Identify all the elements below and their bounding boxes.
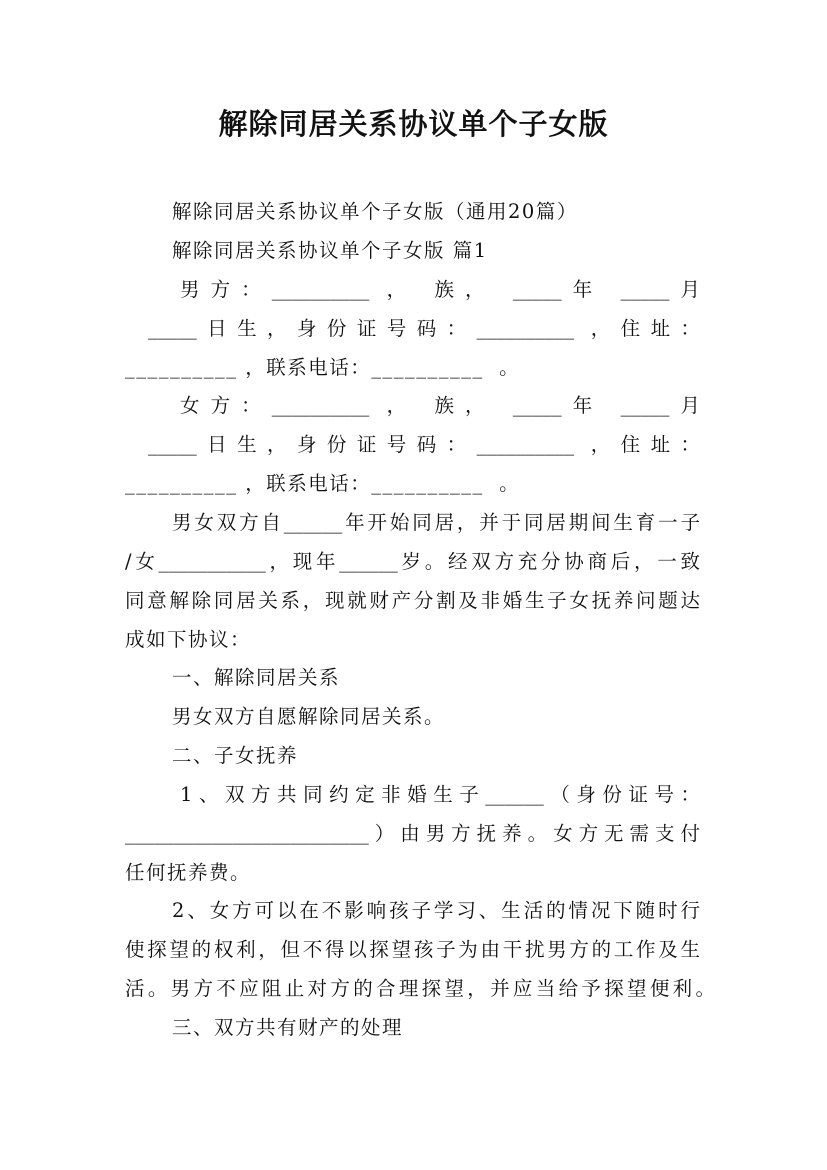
paragraph-line: 男女双方自愿解除同居关系。 <box>172 705 446 728</box>
section-heading: 一、解除同居关系 <box>172 666 341 689</box>
section-heading: 二、子女抚养 <box>172 744 299 767</box>
paragraph-line: 活。男方不应阻止对方的合理探望，并应当给予探望便利。 <box>125 977 715 1000</box>
paragraph-line: 1、双方共同约定非婚生子______（身份证号： <box>180 783 700 806</box>
male-party-line-3: __________ ，联系电话：__________ 。 <box>125 356 521 379</box>
male-party-line-1: 男方：__________ ， 族， _____年 _____月 <box>180 278 700 301</box>
paragraph-line: _________________________）由男方抚养。女方无需支付 <box>125 822 700 845</box>
paragraph-line: 2、女方可以在不影响孩子学习、生活的情况下随时行 <box>172 899 700 922</box>
male-party-line-2: _____日生，身份证号码：__________ ，住址： <box>148 317 700 340</box>
female-party-line-2: _____日生，身份证号码：__________ ，住址： <box>148 433 700 456</box>
paragraph-line: 任何抚养费。 <box>125 861 252 884</box>
paragraph-line: 成如下协议： <box>125 628 252 651</box>
paragraph-line: 男女双方自______年开始同居，并于同居期间生育一子 <box>172 511 700 534</box>
paragraph-line: 使探望的权利，但不得以探望孩子为由干扰男方的工作及生 <box>125 938 700 961</box>
section-heading: 解除同居关系协议单个子女版 篇1 <box>172 239 488 262</box>
female-party-line-1: 女方：__________ ， 族， _____年 _____月 <box>180 394 700 417</box>
document-title: 解除同居关系协议单个子女版 <box>218 107 609 141</box>
subtitle-line: 解除同居关系协议单个子女版（通用20篇） <box>172 200 578 223</box>
paragraph-line: 同意解除同居关系，现就财产分割及非婚生子女抚养问题达 <box>125 589 700 612</box>
paragraph-line: /女___________，现年______岁。经双方充分协商后，一致 <box>125 550 700 573</box>
female-party-line-3: __________ ，联系电话：__________ 。 <box>125 472 521 495</box>
section-heading: 三、双方共有财产的处理 <box>172 1016 404 1039</box>
